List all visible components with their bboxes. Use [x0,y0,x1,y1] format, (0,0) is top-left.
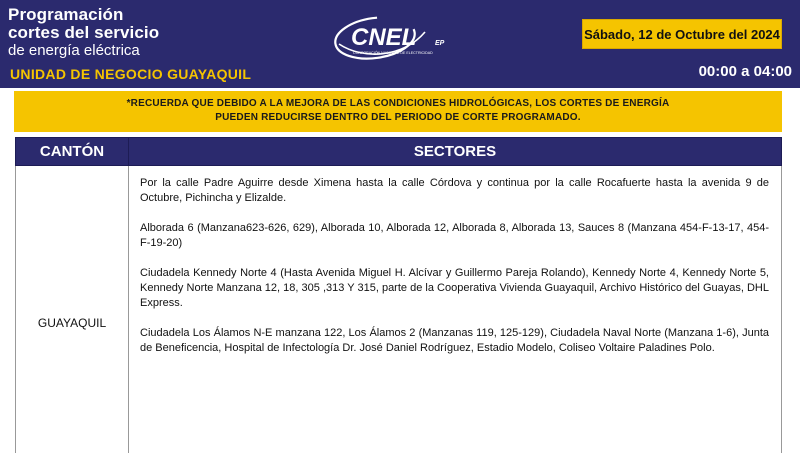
sector-paragraph: Alborada 6 (Manzana623-626, 629), Alborada 10, Alborada 12, Alborada 8, Alborada 13, Sauces 8 (Manzana 454-F-13-17, 454-F-19-20) [140,222,769,249]
title-line-2: cortes del servicio [8,23,160,42]
date-badge [582,19,782,49]
sector-paragraph: Ciudadela Kennedy Norte 4 (Hasta Avenida Miguel H. Alcívar y Guillermo Pareja Rolando), Kennedy Norte 4, Kennedy Norte 5, Kennedy Norte Manzana 12, 18, 305 ,313 Y 315, parte de la Cooperativa Vivienda Guayaquil, Archivo Histórico del Guayas, DHL Express. [140,267,769,309]
notice-line-1: *RECUERDA QUE DEBIDO A LA MEJORA DE LAS CONDICIONES HIDROLÓGICAS, LOS CORTES DE ENERGÍA [126,98,670,109]
column-header-canton: CANTÓN [16,138,129,166]
time-range: 00:00 a 04:00 [698,63,792,80]
logo-subtitle: CORPORACIÓN NACIONAL DE ELECTRICIDAD [353,51,433,55]
schedule-table [15,137,782,453]
title-line-3: de energía eléctrica [8,42,140,59]
column-header-sectores: SECTORES [129,138,782,166]
sector-paragraph: Por la calle Padre Aguirre desde Ximena hasta la calle Córdova y continua por la calle Rocafuerte hasta la avenida 9 de Octubre, Pichincha y Elizalde. [140,177,769,204]
sector-paragraph: Ciudadela Los Álamos N-E manzana 122, Los Álamos 2 (Manzanas 119, 125-129), Ciudadela Naval Norte (Manzana 1-6), Junta de Beneficencia, Hospital de Infectología Dr. José Daniel Rodríguez, Estadio Modelo, Coliseo Voltaire Paladines Polo. [140,327,769,354]
logo-suffix: EP [435,40,445,47]
business-unit-label: UNIDAD DE NEGOCIO GUAYAQUIL [10,66,252,82]
page-title [8,6,159,60]
sectores-cell [129,166,782,453]
cnel-logo [333,14,493,64]
notice-banner [14,91,782,132]
date-text: Sábado, 12 de Octubre del 2024 [584,26,780,42]
table-row [16,166,782,453]
header-banner [0,0,800,88]
table-header-row [16,138,782,166]
logo-wordmark: CNEL [351,24,417,51]
canton-cell: GUAYAQUIL [16,166,129,453]
title-line-1: Programación [8,5,124,24]
notice-line-2: PUEDEN REDUCIRSE DENTRO DEL PERIODO DE CORTE PROGRAMADO. [215,112,581,123]
